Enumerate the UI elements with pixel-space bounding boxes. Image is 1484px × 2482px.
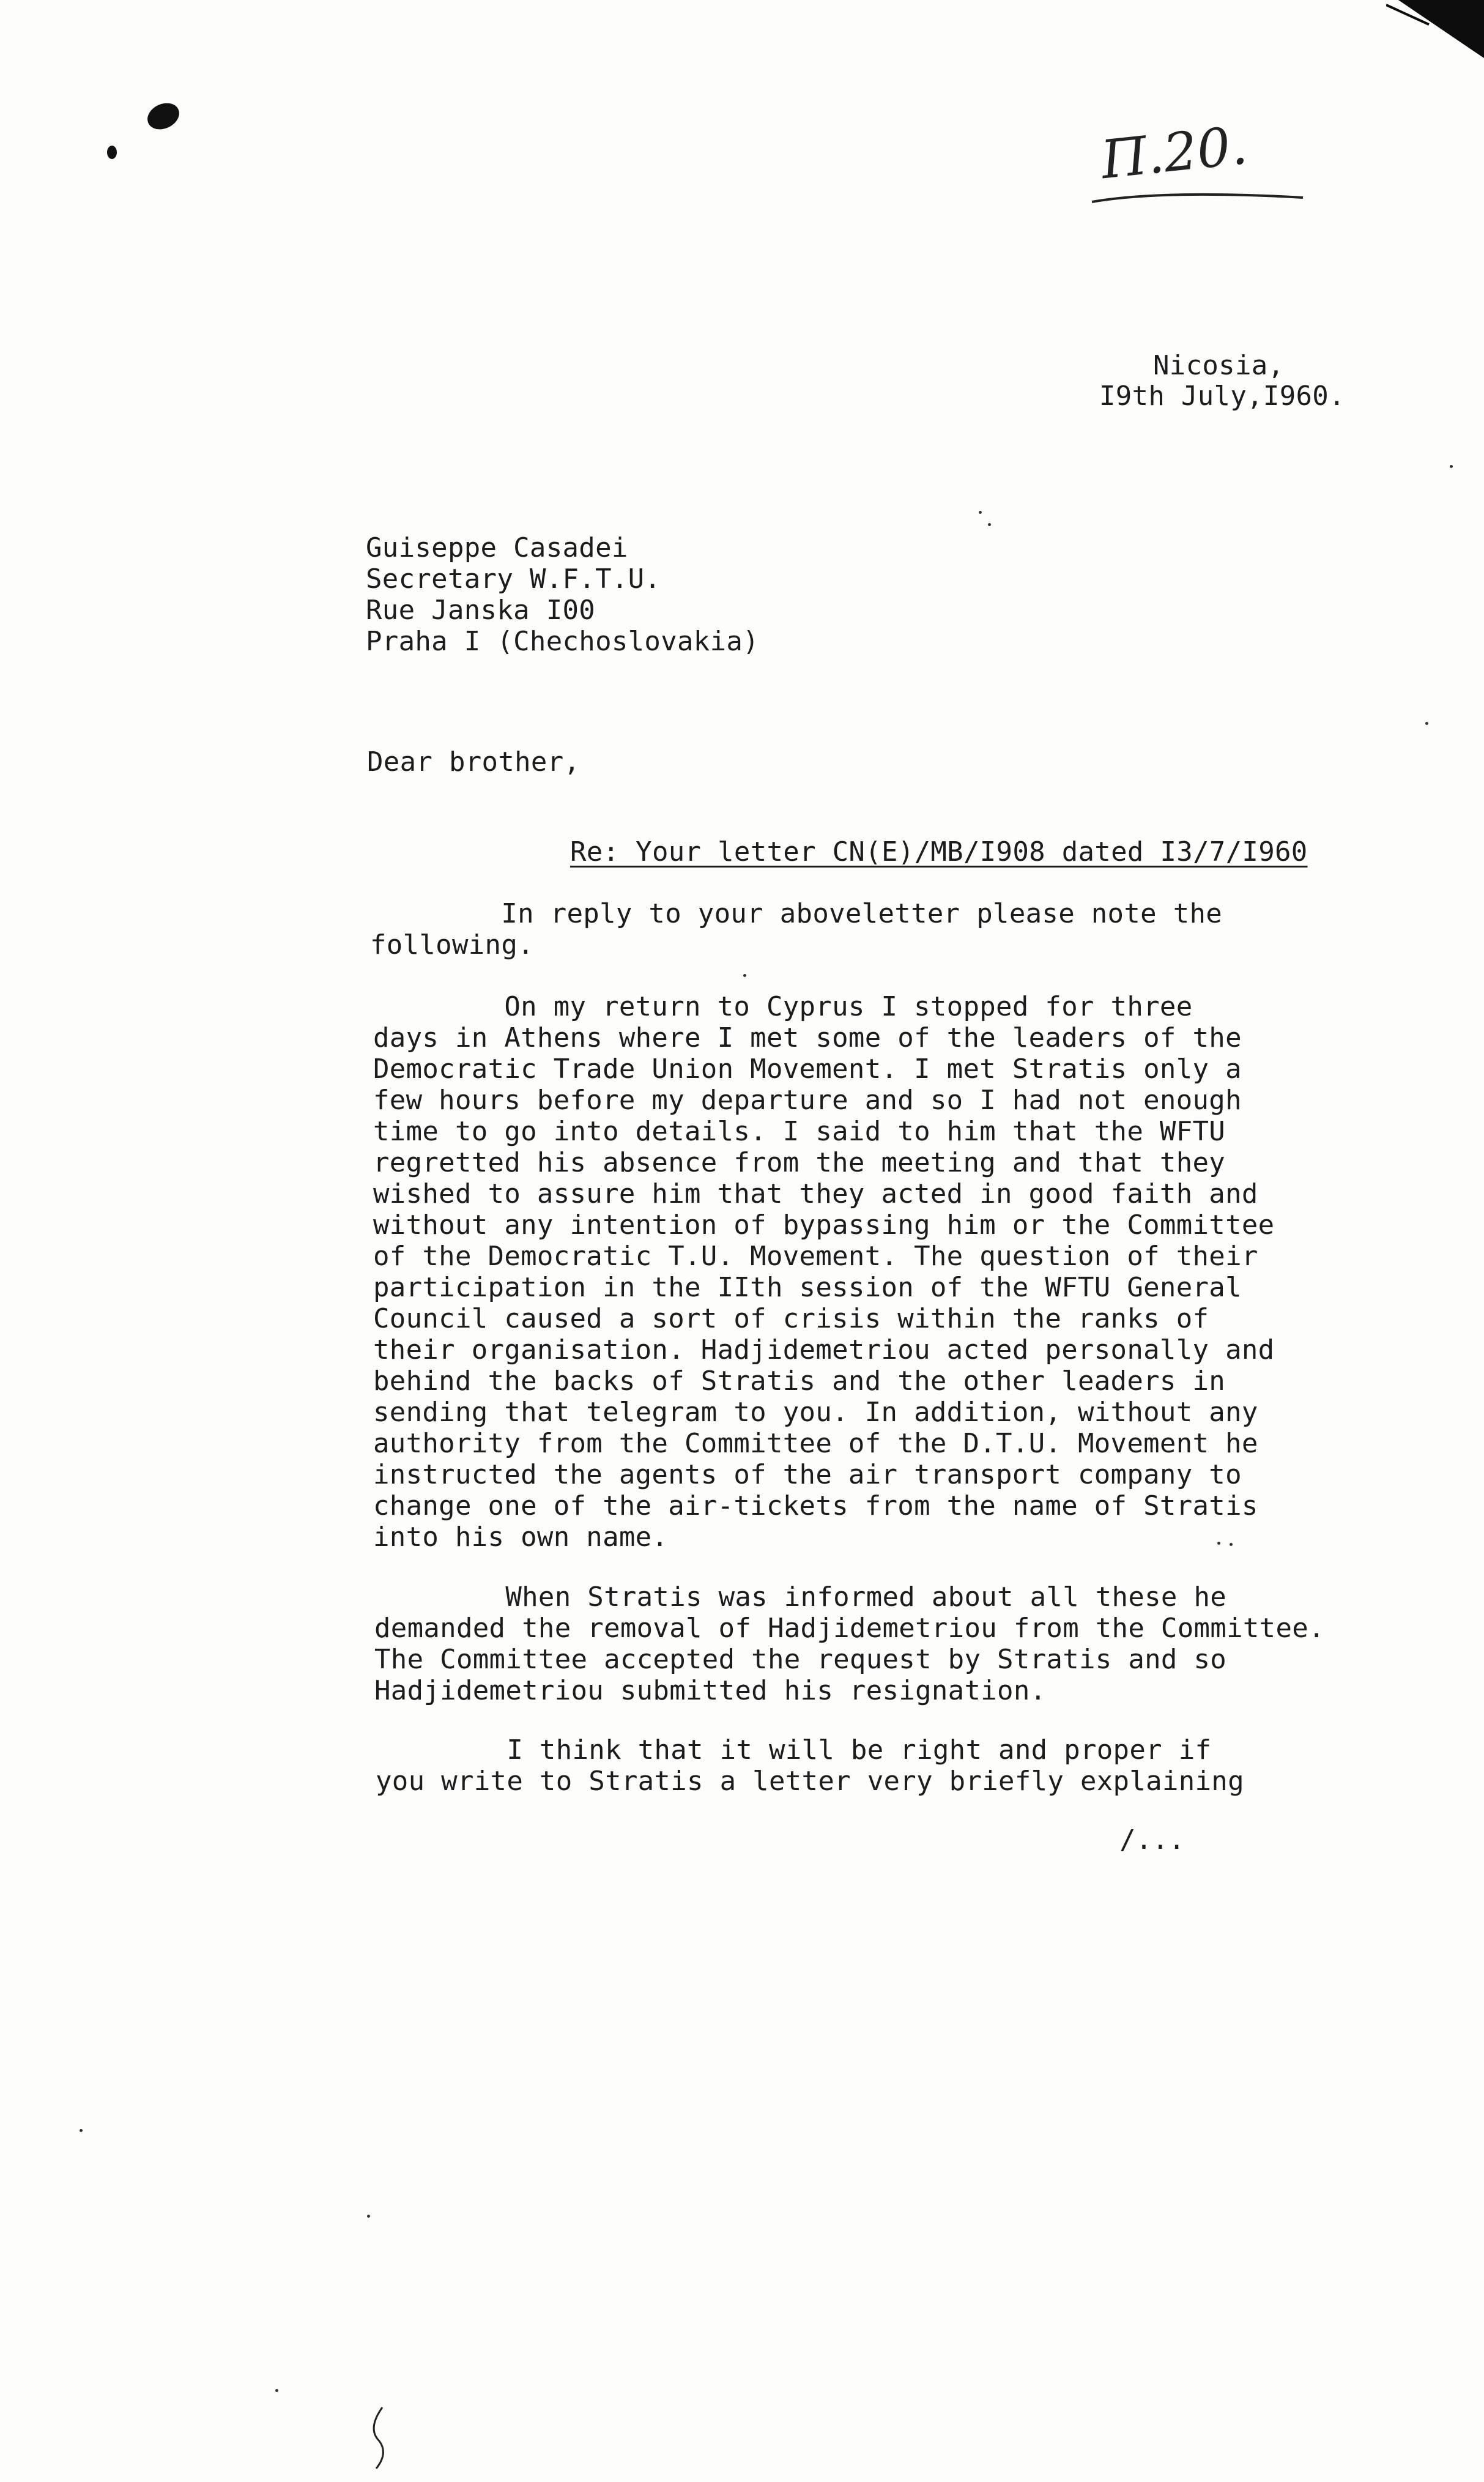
recipient-street: Rue Janska I00 (366, 595, 596, 626)
paragraph-line: you write to Stratis a letter very briefly explaining (376, 1766, 1244, 1797)
margin-mark (361, 2404, 398, 2472)
paragraph-line: When Stratis was informed about all these he (374, 1581, 1227, 1613)
ink-blot (143, 98, 184, 134)
paragraph-line: few hours before my departure and so I had not enough (373, 1085, 1242, 1116)
paragraph-line: authority from the Committee of the D.T.U. Movement he (373, 1428, 1258, 1459)
paragraph-line: without any intention of bypassing him or the Committee (373, 1209, 1275, 1241)
paragraph-line: participation in the IIth session of the WFTU General (373, 1272, 1242, 1303)
ink-blot (107, 146, 117, 159)
letter-place: Nicosia, (1153, 350, 1285, 381)
paragraph-line: wished to assure him that they acted in good faith and (373, 1178, 1258, 1209)
paragraph-line: Democratic Trade Union Movement. I met Stratis only a (373, 1053, 1242, 1085)
paragraph-line: instructed the agents of the air transport company to (373, 1459, 1242, 1490)
scan-speck (1450, 465, 1453, 468)
paragraph-line: The Committee accepted the request by Stratis and so (374, 1644, 1227, 1675)
paragraph-line: following. (370, 929, 534, 960)
paragraph-line: days in Athens where I met some of the leaders of the (373, 1022, 1242, 1053)
paragraph-line: change one of the air-tickets from the name of Stratis (373, 1490, 1258, 1522)
scan-speck (1217, 1542, 1220, 1545)
recipient-city: Praha I (Chechoslovakia) (366, 626, 759, 657)
paragraph-line: I think that it will be right and proper if (376, 1734, 1212, 1766)
paragraph-line: In reply to your aboveletter please note the (370, 898, 1223, 929)
handwritten-underline (1089, 187, 1309, 211)
subject-line: Re: Your letter CN(E)/MB/I908 dated I3/7/I960 (570, 836, 1308, 868)
paragraph-line: their organisation. Hadjidemetriou acted personally and (373, 1334, 1275, 1365)
paragraph-line: behind the backs of Stratis and the other leaders in (373, 1365, 1226, 1397)
paragraph-line: Hadjidemetriou submitted his resignation. (374, 1675, 1047, 1706)
scan-speck (743, 974, 746, 977)
scan-speck (367, 2215, 370, 2218)
paragraph-line: sending that telegram to you. In addition, without any (373, 1397, 1258, 1428)
letter-date: I9th July,I960. (1099, 381, 1345, 412)
paragraph-line: On my return to Cyprus I stopped for three (373, 991, 1193, 1022)
paragraph-line: time to go into details. I said to him that the WFTU (373, 1116, 1226, 1147)
scan-speck (80, 2129, 83, 2132)
paragraph-line: demanded the removal of Hadjidemetriou from the Committee. (374, 1613, 1325, 1644)
scan-speck (979, 511, 982, 514)
scan-speck (1425, 722, 1428, 725)
scan-speck (988, 523, 991, 526)
paragraph-line: regretted his absence from the meeting and that they (373, 1147, 1226, 1178)
scan-speck (1230, 1543, 1233, 1546)
recipient-title: Secretary W.F.T.U. (366, 563, 661, 595)
handwritten-reference: Π.20. (1098, 114, 1250, 191)
paragraph-line: Council caused a sort of crisis within the ranks of (373, 1303, 1209, 1334)
paragraph-line: of the Democratic T.U. Movement. The question of their (373, 1241, 1258, 1272)
continuation-mark: /... (1119, 1824, 1185, 1856)
scan-speck (275, 2389, 278, 2392)
salutation: Dear brother, (367, 746, 581, 778)
recipient-name: Guiseppe Casadei (366, 532, 628, 563)
paragraph-line: into his own name. (373, 1522, 669, 1553)
corner-mark (1386, 0, 1484, 67)
